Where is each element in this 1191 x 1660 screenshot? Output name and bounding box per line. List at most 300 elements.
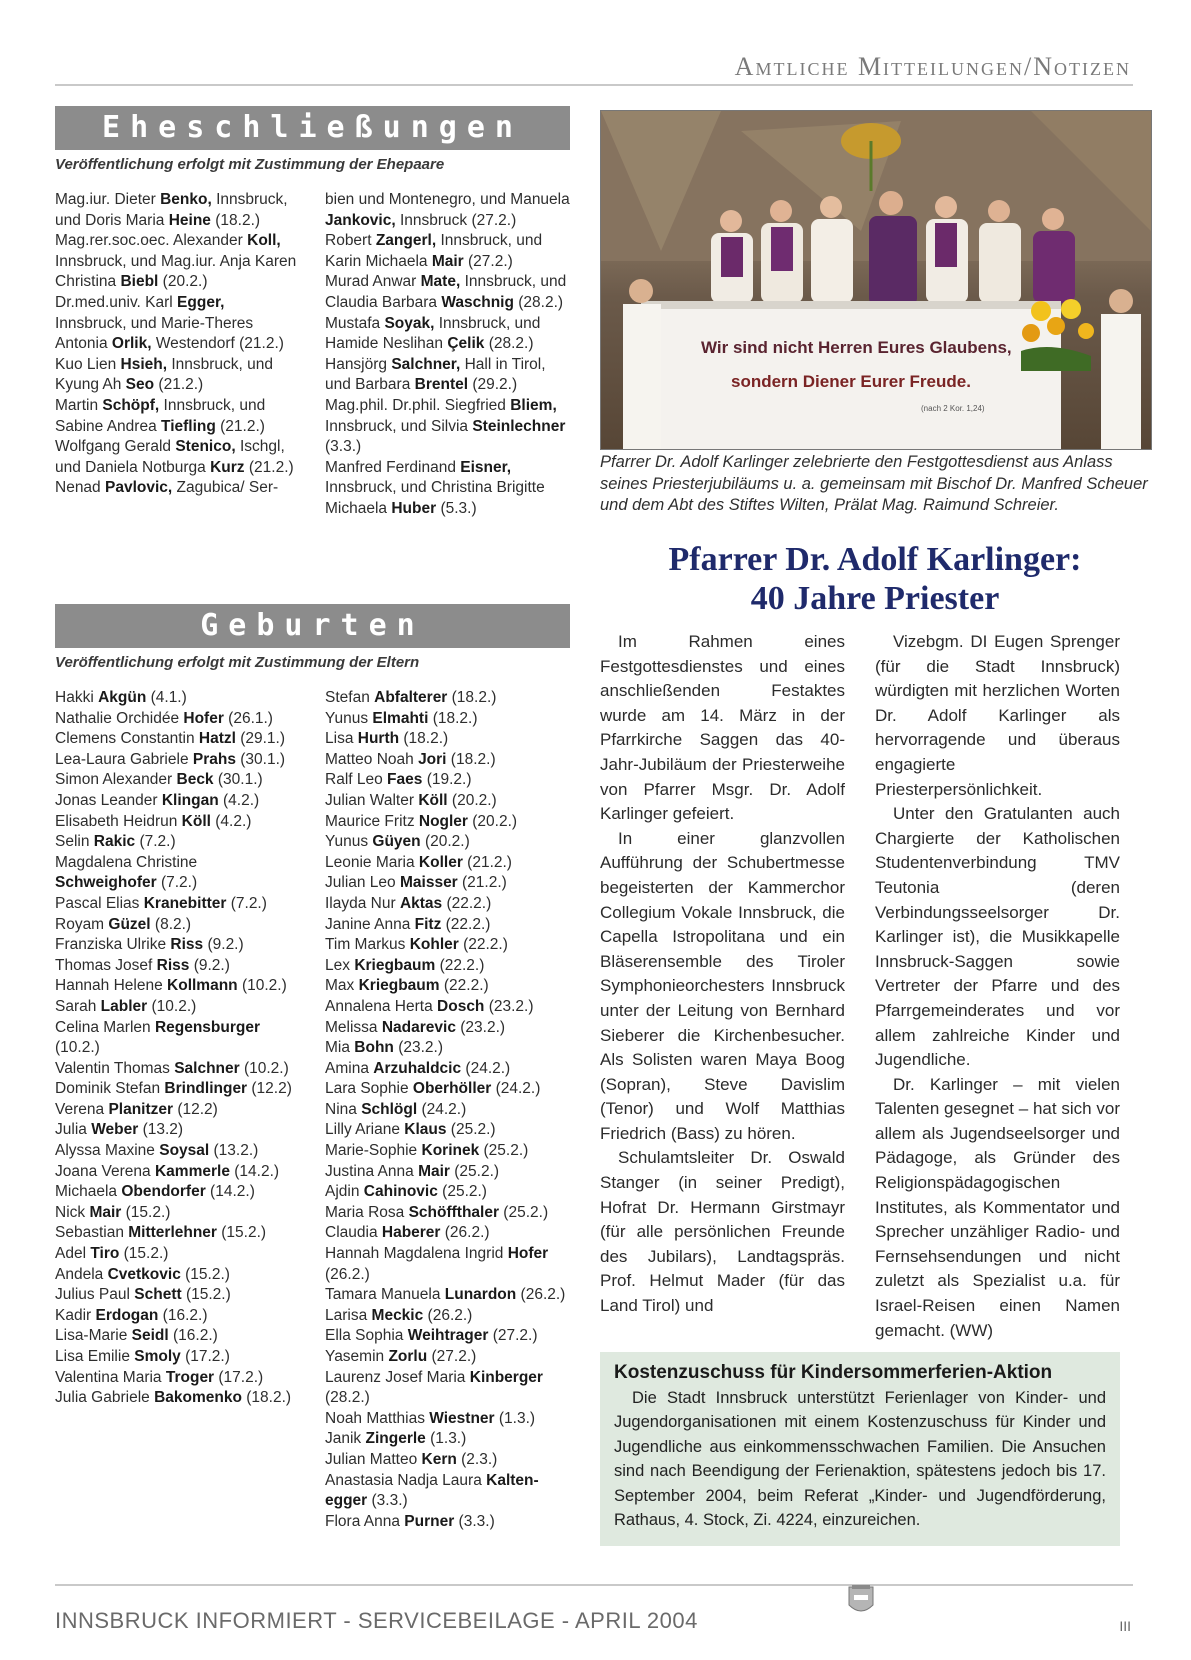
entry-text: Melissa <box>325 1018 382 1036</box>
birth-entry <box>55 709 300 730</box>
birth-entry <box>325 770 570 791</box>
surname: Koller <box>418 853 463 871</box>
entry-text: (22.2.) <box>442 894 492 912</box>
entry-text: (18.2.) <box>428 709 478 727</box>
entry-text: (27.2.) <box>488 1327 538 1345</box>
entry-text: Julius Paul <box>55 1286 135 1304</box>
entry-text: Lisa-Marie <box>55 1327 132 1345</box>
birth-entry <box>325 1429 570 1450</box>
surname: Dosch <box>437 997 485 1015</box>
birth-entry <box>325 956 570 977</box>
entry-text: (21.2.) <box>462 853 512 871</box>
entry-text: (25.2.) <box>479 1142 529 1160</box>
birth-entry <box>325 812 570 833</box>
surname: Lunardon <box>444 1286 517 1304</box>
surname: Kohler <box>409 936 459 954</box>
surname: Troger <box>165 1368 215 1386</box>
article-paragraph: Vizebgm. DI Eugen Sprenger (für die Stadt Innsbruck) würdigten mit herzlichen Worten Dr. Adolf Karlinger als hervorragende und überaus engagierte Priesterpersönlichkeit. <box>875 632 1120 799</box>
entry-text: Laurenz Josef Maria <box>325 1368 470 1386</box>
entry-text: (12.2) <box>173 1100 218 1118</box>
entry-text: Hall in Tirol, und Barbara <box>325 355 546 394</box>
entry-text: Mia <box>325 1039 355 1057</box>
article-paragraph: Unter den Gratulanten auch Chargierte der Katholischen Studentenverbindung TMV Teutonia (deren Verbindungsseelsorger Dr. Karlinger ist), die Musikkapelle Innsbruck-Saggen sowie Vertreter der Pfarre und des Pfarrgemeinderates und vor allem zahlreiche Kinder und Jugendliche. <box>875 804 1120 1070</box>
entry-text: Hannah Magdalena Ingrid <box>325 1245 508 1263</box>
marriage-entry <box>325 458 570 520</box>
entry-text: Dominik Stefan <box>55 1080 165 1098</box>
surname: Cahinovic <box>363 1183 438 1201</box>
entry-text: (3.3.) <box>454 1512 495 1530</box>
surname: Stenico, <box>175 438 236 456</box>
surname: Bliem, <box>510 396 557 414</box>
entry-text: (21.2.) <box>154 376 204 394</box>
entry-text: Maria Rosa <box>325 1203 409 1221</box>
surname: Kalten-egger <box>325 1471 539 1510</box>
entry-text: Tim Markus <box>325 936 410 954</box>
surname: Köll <box>418 791 448 809</box>
surname: Mair <box>89 1203 122 1221</box>
kostenzuschuss-notice-box <box>600 1352 1120 1546</box>
entry-text: Ischgl, und Daniela Notburga <box>55 438 285 476</box>
births-column-right <box>325 688 570 1532</box>
entry-text: Mustafa <box>325 314 385 332</box>
birth-entry <box>325 1244 570 1285</box>
entry-text: (17.2.) <box>180 1348 230 1365</box>
entry-text: Nick <box>55 1203 90 1221</box>
surname: Çelik <box>447 335 485 353</box>
birth-entry <box>55 1182 300 1203</box>
birth-entry <box>55 1244 300 1265</box>
entry-text: Clemens Constantin <box>55 730 199 748</box>
entry-text: (4.1.) <box>146 689 187 706</box>
birth-entry <box>325 1347 570 1368</box>
birth-entry <box>325 1450 570 1471</box>
entry-text: Innsbruck, und Karin Michaela <box>325 232 543 270</box>
entry-text: Valentin Thomas <box>55 1059 175 1077</box>
entry-text: Hannah Helene <box>55 977 168 995</box>
entry-text: (22.2.) <box>458 936 508 954</box>
surname: Köll <box>181 812 211 830</box>
entry-text: (18.2.) <box>399 730 449 748</box>
surname: Prahs <box>192 750 236 768</box>
birth-entry <box>325 1100 570 1121</box>
entry-text: (7.2.) <box>226 894 267 912</box>
birth-entry <box>55 1162 300 1183</box>
surname: Weihtrager <box>407 1327 489 1345</box>
surname: Planitzer <box>108 1100 174 1118</box>
surname: Steinlechner <box>472 417 566 435</box>
surname: Arzuhaldcic <box>373 1059 462 1077</box>
notice-body <box>614 1386 1106 1532</box>
entry-text: Julian Matteo <box>325 1450 422 1468</box>
bottom-divider <box>55 1584 1133 1586</box>
entry-text: (21.2.) <box>244 458 294 476</box>
surname: Huber <box>391 499 437 517</box>
page-section-title: Amtliche Mitteilungen/Notizen <box>734 52 1131 81</box>
entry-text: Julia Gabriele <box>55 1389 155 1407</box>
entry-text: Westendorf (21.2.) <box>151 335 284 353</box>
entry-text: Yunus <box>325 709 373 727</box>
birth-entry <box>55 853 300 894</box>
entry-text: (15.2.) <box>216 1224 267 1242</box>
entry-text: Justina Anna <box>325 1162 419 1180</box>
entry-text: Flora Anna <box>325 1512 405 1530</box>
entry-text: (15.2.) <box>119 1245 169 1263</box>
surname: Kern <box>421 1450 457 1468</box>
entry-text: Max <box>325 977 359 995</box>
marriage-entry <box>55 396 300 437</box>
surname: Hofer <box>507 1245 549 1263</box>
entry-text: Lea-Laura Gabriele <box>55 750 193 768</box>
surname: Meckic <box>371 1306 424 1324</box>
surname: Labler <box>100 997 148 1015</box>
birth-entry <box>55 770 300 791</box>
surname: Nogler <box>418 812 468 830</box>
entry-text: (10.2.) <box>237 977 287 995</box>
entry-text: (27.2.) <box>463 252 513 270</box>
surname: Faes <box>387 771 423 789</box>
entry-text: Matteo Noah <box>325 750 419 768</box>
entry-text: (5.3.) <box>436 499 477 517</box>
entry-text: Nenad <box>55 479 105 497</box>
entry-text: (23.2.) <box>455 1018 506 1036</box>
birth-entry <box>55 750 300 771</box>
entry-text: (24.2.) <box>461 1059 511 1077</box>
birth-entry <box>325 853 570 874</box>
surname: Wiestner <box>429 1409 495 1427</box>
surname: Tiro <box>90 1245 120 1263</box>
birth-entry <box>55 1203 300 1224</box>
entry-text: (20.2.) <box>447 791 497 809</box>
birth-entry <box>325 1285 570 1306</box>
entry-text: (15.2.) <box>180 1265 230 1283</box>
entry-text: Janine Anna <box>325 915 415 933</box>
entry-text: Zagubica/ Ser- <box>172 479 279 497</box>
entry-text: Lilly Ariane <box>325 1121 405 1139</box>
entry-text: Anastasia Nadja Laura <box>325 1471 487 1489</box>
entry-text: Ella Sophia <box>325 1327 408 1345</box>
birth-entry <box>55 729 300 750</box>
headline-line-2: 40 Jahre Priester <box>750 580 1000 617</box>
surname: Eisner, <box>460 458 512 476</box>
entry-text: (4.2.) <box>218 791 260 809</box>
article-headline <box>600 540 1150 618</box>
marriages-column-left <box>55 190 300 499</box>
entry-text: (9.2.) <box>203 936 244 954</box>
entry-text: (26.1.) <box>223 709 273 727</box>
surname: Riss <box>156 956 190 974</box>
entry-text: Manfred Ferdinand <box>325 458 461 476</box>
banner-line-1: Wir sind nicht Herren Eures Glaubens, <box>701 338 1012 357</box>
birth-entry <box>55 1059 300 1080</box>
entry-text: (7.2.) <box>135 833 176 851</box>
entry-text: Claudia <box>325 1224 382 1242</box>
surname: Fitz <box>414 915 442 933</box>
surname: Egger, <box>177 293 225 311</box>
entry-text: (18.2.) <box>447 689 497 706</box>
entry-text: (2.3.) <box>456 1450 498 1468</box>
surname: Schöffthaler <box>408 1203 499 1221</box>
entry-text: Julian Leo <box>325 874 400 892</box>
entry-text: (27.2.) <box>427 1348 477 1365</box>
surname: Korinek <box>421 1142 480 1160</box>
entry-text: (14.2.) <box>205 1183 255 1201</box>
surname: Kurz <box>210 458 245 476</box>
entry-text: (22.2.) <box>439 977 489 995</box>
birth-entry <box>55 791 300 812</box>
birth-entry <box>55 915 300 936</box>
birth-entry <box>55 1141 300 1162</box>
birth-entry <box>325 1120 570 1141</box>
surname: Brindlinger <box>164 1080 248 1098</box>
entry-text: Royam <box>55 915 109 933</box>
entry-text: Thomas Josef <box>55 956 157 974</box>
surname: Hsieh, <box>120 355 168 373</box>
entry-text: (15.2.) <box>181 1286 231 1304</box>
entry-text: Amina <box>325 1059 374 1077</box>
notice-title: Kostenzuschuss für Kindersommerferien-Aktion <box>614 1362 1053 1383</box>
entry-text: (3.3.) <box>325 438 362 456</box>
surname: Güzel <box>108 915 151 933</box>
article-column-left <box>600 630 845 1319</box>
surname: Salchner <box>174 1059 240 1077</box>
surname: Haberer <box>381 1224 441 1242</box>
entry-text: Mag.iur. Dieter <box>55 191 161 208</box>
entry-text: Kadir <box>55 1306 96 1324</box>
birth-entry <box>325 1471 570 1512</box>
surname: Bakomenko <box>154 1389 242 1407</box>
surname: Riss <box>170 936 204 954</box>
entry-text: (24.2.) <box>491 1080 541 1098</box>
marriage-entry <box>55 355 300 396</box>
birth-entry <box>325 750 570 771</box>
births-subtitle: Veröffentlichung erfolgt mit Zustimmung der Eltern <box>55 654 420 671</box>
entry-text: (21.2.) <box>215 417 265 435</box>
entry-text: Kuo Lien <box>55 355 121 373</box>
entry-text: Janik <box>325 1430 366 1448</box>
surname: Benko, <box>160 191 212 208</box>
surname: Zangerl, <box>375 232 437 250</box>
surname: Smoly <box>134 1348 181 1365</box>
headline-line-1: Pfarrer Dr. Adolf Karlinger: <box>668 541 1082 578</box>
entry-text: Innsbruck, und Sabine Andrea <box>55 396 266 435</box>
birth-entry <box>325 976 570 997</box>
entry-text: (18.2.) <box>241 1389 292 1407</box>
birth-entry <box>55 1120 300 1141</box>
article-paragraph: In einer glanzvollen Aufführung der Schubertmesse begeisterten der Kammerchor Collegium Vokale Innsbruck, die Capella Istropolitana und ein Bläserensemble des Tiroler Symphonieorchesters Innsbruck unter der Leitung von Bernhard Sieberer die Kirchenbesucher. Als Solisten waren Maya Boog (Sopran), Steve Davislim (Tenor) und Wolf Matthias Friedrich (Bass) zu hören. <box>600 828 845 1143</box>
surname: Kriegbaum <box>354 956 436 974</box>
surname: Regensburger <box>154 1018 261 1036</box>
birth-entry <box>325 791 570 812</box>
entry-text: Larisa <box>325 1306 372 1324</box>
entry-text: Joana Verena <box>55 1162 155 1180</box>
entry-text: Michaela <box>55 1183 122 1201</box>
entry-text: Lisa <box>325 730 358 748</box>
birth-entry <box>325 1141 570 1162</box>
notice-body-text: Die Stadt Innsbruck unterstützt Ferienlager von Kinder- und Jugendorganisationen mit einem Kostenzuschuss für Kinder und Jugendliche aus einkommensschwachen Familien. Die Ansuchen sind nach Beendigung der Ferienaktion, spätestens jedoch bis 17. September 2004, beim Referat „Kinder- und Jugendförderung, Rathaus, 4. Stock, Zi. 4224, einzureichen. <box>614 1389 1106 1530</box>
entry-text: (20.2.) <box>420 833 470 851</box>
entry-text: Ajdin <box>325 1183 364 1201</box>
article-paragraph: Im Rahmen eines Festgottesdienstes und eines anschließenden Festaktes wurde am 14. März in der Pfarrkirche Saggen das 40-Jahr-Jubiläum der Priesterweihe von Pfarrer Msgr. Dr. Adolf Karlinger gefeiert. <box>600 632 845 824</box>
entry-text: Valentina Maria <box>55 1368 166 1386</box>
surname: Elmahti <box>372 709 429 727</box>
surname: Hurth <box>357 730 400 748</box>
surname: Mate, <box>420 273 461 291</box>
entry-text: Tamara Manuela <box>325 1286 445 1304</box>
entry-text: (25.2.) <box>437 1183 487 1201</box>
birth-entry <box>55 1326 300 1347</box>
entry-text: Elisabeth Heidrun <box>55 812 182 830</box>
entry-text: Nathalie Orchidée <box>55 709 184 727</box>
entry-text: (17.2.) <box>214 1368 264 1386</box>
banner-reference: (nach 2 Kor. 1,24) <box>921 404 985 413</box>
surname: Weber <box>91 1121 139 1139</box>
surname: Rakic <box>93 833 136 851</box>
page-number: III <box>1119 1618 1131 1634</box>
entry-text: (12.2) <box>247 1080 292 1098</box>
entry-text: Magdalena Christine <box>55 853 198 871</box>
birth-entry <box>55 1079 300 1100</box>
entry-text: Innsbruck (27.2.) <box>395 211 517 229</box>
church-scene-illustration <box>601 111 1151 449</box>
entry-text: Annalena Herta <box>325 997 438 1015</box>
surname: Heine <box>168 211 211 229</box>
surname: Kollmann <box>167 977 238 995</box>
photo-caption: Pfarrer Dr. Adolf Karlinger zelebrierte den Festgottesdienst aus Anlass seines Priesterjubiläums u. a. gemeinsam mit Bischof Dr. Manfred Scheuer und dem Abt des Stiftes Wilten, Prälat Mag. Raimund Schreier. <box>600 453 1148 514</box>
article-paragraph: Dr. Karlinger – mit vielen Talenten gesegnet – hat sich vor allem als Jugendseelsorger und Pädagoge, als Gründer des Religionspädagogischen Institutes, als Kommentator und Sprecher unzähliger Radio- und Fernsehsendungen und nicht zuletzt als Spezialist u.a. für Israel-Reisen einen Namen gemacht. (WW) <box>875 1074 1120 1340</box>
surname: Schweighofer <box>55 874 157 892</box>
entry-text: (20.2.) <box>467 812 518 830</box>
entry-text: Stefan <box>325 689 375 706</box>
surname: Koll, <box>247 232 281 250</box>
birth-entry <box>325 1203 570 1224</box>
surname: Obendorfer <box>121 1183 206 1201</box>
surname: Abfalterer <box>374 689 448 706</box>
entry-text: Innsbruck, und Christina Brigitte Michaela <box>325 479 545 517</box>
entry-text: Maurice Fritz <box>325 812 419 830</box>
entry-text: (29.2.) <box>468 376 518 394</box>
entry-text: (9.2.) <box>189 956 230 974</box>
birth-entry <box>325 1306 570 1327</box>
entry-text: Wolfgang Gerald <box>55 438 176 456</box>
entry-text: (18.2.) <box>210 211 261 229</box>
entry-text: Innsbruck, und Claudia Barbara <box>325 273 567 311</box>
surname: Soyak, <box>384 314 435 332</box>
birth-entry <box>325 832 570 853</box>
birth-entry <box>55 1347 300 1368</box>
birth-entry <box>55 1368 300 1389</box>
surname: Maisser <box>399 874 458 892</box>
entry-text: (28.2.) <box>325 1389 370 1407</box>
marriage-entry <box>55 190 300 231</box>
surname: Mair <box>431 252 464 270</box>
entry-text: (26.2.) <box>440 1224 490 1242</box>
surname: Waschnig <box>441 293 514 311</box>
entry-text: (16.2.) <box>158 1306 208 1324</box>
entry-text: (25.2.) <box>446 1121 496 1139</box>
entry-text: (10.2.) <box>239 1059 289 1077</box>
birth-entry <box>325 915 570 936</box>
births-column-left <box>55 688 300 1409</box>
entry-text: Alyssa Maxine <box>55 1142 160 1160</box>
entry-text: Selin <box>55 833 94 851</box>
marriage-entry <box>325 190 570 231</box>
entry-text: Ilayda Nur <box>325 894 400 912</box>
surname: Güyen <box>372 833 421 851</box>
surname: Nadarevic <box>381 1018 456 1036</box>
birth-entry <box>55 976 300 997</box>
surname: Beck <box>176 771 214 789</box>
entry-text: Verena <box>55 1100 109 1118</box>
surname: Zingerle <box>365 1430 426 1448</box>
entry-text: (22.2.) <box>435 956 485 974</box>
entry-text: Sebastian <box>55 1224 129 1242</box>
surname: Mitterlehner <box>128 1224 217 1242</box>
birth-entry <box>325 1409 570 1430</box>
marriage-entry <box>325 231 570 272</box>
birth-entry <box>325 1326 570 1347</box>
birth-entry <box>325 1162 570 1183</box>
birth-entry <box>325 1182 570 1203</box>
surname: Hatzl <box>198 730 236 748</box>
entry-text: (18.2.) <box>446 750 496 768</box>
entry-text: (16.2.) <box>168 1327 218 1345</box>
entry-text: (19.2.) <box>422 771 472 789</box>
entry-text: (10.2.) <box>55 1039 100 1057</box>
marriage-entry <box>325 314 570 355</box>
entry-text: Julian Walter <box>325 791 419 809</box>
entry-text: (25.2.) <box>499 1203 549 1221</box>
birth-entry <box>325 873 570 894</box>
entry-text: Leonie Maria <box>325 853 419 871</box>
entry-text: (20.2.) <box>158 273 208 291</box>
marriage-entry <box>55 231 300 293</box>
surname: Erdogan <box>95 1306 159 1324</box>
entry-text: (21.2.) <box>457 874 507 892</box>
birth-entry <box>55 1100 300 1121</box>
surname: Aktas <box>399 894 443 912</box>
entry-text: (14.2.) <box>229 1162 280 1180</box>
birth-entry <box>325 997 570 1018</box>
birth-entry <box>55 832 300 853</box>
entry-text: Julia <box>55 1121 92 1139</box>
entry-text: bien und Montenegro, und Manuela <box>325 191 570 208</box>
birth-entry <box>55 956 300 977</box>
entry-text: (28.2.) <box>484 335 534 353</box>
entry-text: Robert <box>325 232 376 250</box>
birth-entry <box>325 1018 570 1039</box>
birth-entry <box>55 688 300 709</box>
marriage-entry <box>325 396 570 458</box>
entry-text: Innsbruck, und Kyung Ah <box>55 355 273 394</box>
marriages-heading: Eheschließungen <box>55 106 570 150</box>
church-photo <box>600 110 1152 450</box>
marriages-subtitle: Veröffentlichung erfolgt mit Zustimmung der Ehepaare <box>55 156 445 173</box>
entry-text: (30.1.) <box>235 750 286 768</box>
entry-text: Pascal Elias <box>55 894 144 912</box>
birth-entry <box>325 1223 570 1244</box>
birth-entry <box>55 1223 300 1244</box>
entry-text: (23.2.) <box>393 1039 444 1057</box>
surname: Pavlovic, <box>104 479 173 497</box>
entry-text: Yunus <box>325 833 373 851</box>
marriage-entry <box>325 355 570 396</box>
entry-text: (7.2.) <box>156 874 198 892</box>
entry-text: (15.2.) <box>121 1203 171 1221</box>
birth-entry <box>325 935 570 956</box>
birth-entry <box>325 729 570 750</box>
surname: Jankovic, <box>325 211 396 229</box>
footer-publication-line: INNSBRUCK INFORMIERT - SERVICEBEILAGE - APRIL 2004 <box>55 1608 698 1633</box>
